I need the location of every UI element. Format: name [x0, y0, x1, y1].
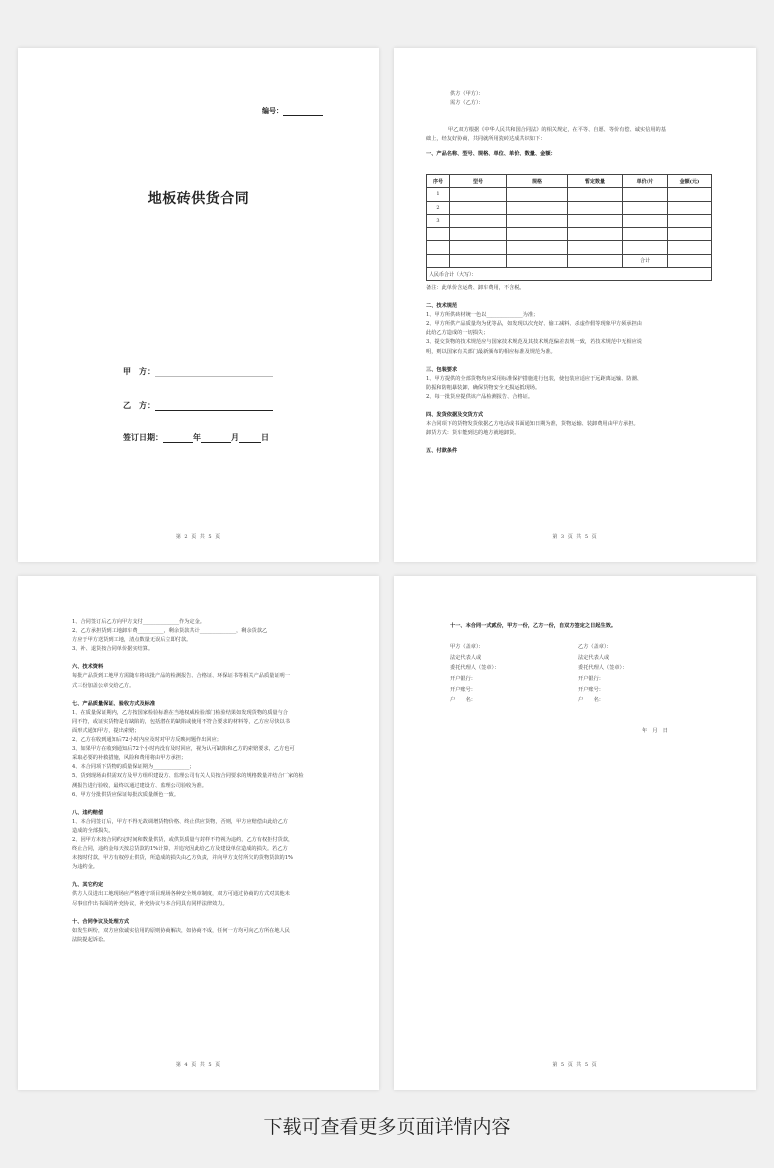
intro-paragraph: 甲乙双方根据《中华人民共和国合同法》的相关规定，在平等、自愿、等价有偿、诚实信用的基 础上，经友好协商，共同就所用瓷砖达成共识如下： 一、产品名称、型号、规格、单位、单价、数量、金额： [426, 126, 726, 159]
table-row: 2 [427, 201, 712, 214]
party-a-signature-block: 甲方（盖章）： 法定代表人或 委托代理人（签章）： 开户银行： 开户账号： 户 名： [450, 644, 500, 704]
contract-page-3 [18, 576, 379, 1090]
party-a-line [155, 368, 273, 377]
product-table [426, 174, 712, 281]
section-heading: 十、合同争议及处理方式 [72, 918, 130, 925]
contract-signature-page [394, 576, 756, 1090]
party-b-signature-block: 乙方（盖章）： 法定代表人或 委托代理人（签章）： 开户银行： 开户账号： 户 名： [578, 644, 628, 704]
table-row [427, 241, 712, 254]
number-underline [283, 109, 323, 116]
table-row: 3 [427, 214, 712, 227]
table-row: 1 [427, 188, 712, 201]
page-number: 第 3 页 共 5 页 [552, 534, 598, 540]
effective-clause: 十一、本合同一式贰份，甲方一份，乙方一份，自双方签定之日起生效。 [450, 623, 617, 629]
sign-date-row: 签订日期： 年 月 日 [123, 432, 269, 442]
page-number: 第 2 页 共 5 页 [175, 534, 222, 540]
table-header-row: 序号 型号 规格 暂定数量 单价/片 金额(元) [427, 175, 712, 188]
parties-block: 供方（甲方）： 需方（乙方）： [450, 91, 484, 107]
terms-body: 1、合同签订后乙方向甲方支付______________作为定金。 2、乙方承担货到工地卸车费__________，剩余货款共计______________，剩余货款乙 方应于甲方送货到工地，清点数量无误后立即付款。 3、补、退货按合同单价据实结算。 六、技术资料 每批产品货到工地甲方需随车将该批产品的检测报告、合格证、环保证书等相关产品质量证明一 式三份加盖公章交给乙方。 七、产品质量保证、验收方式及标准 1、在质量保证期内，乙方按国家检验标准在当地权威检验部门检验结果如发现货物的质量与合 同不符，或证实货物是有缺陷的，包括潜在的缺陷或使用不符合要求的材料等，乙方应尽快以书 面形式通知甲方，提出索赔； 2、乙方在收到通知后72小时内应及时对甲方反映问题作出回应； 3、如果甲方在收到通知后72个小时内没有及时回应，视为认可缺陷和乙方的索赔要求，乙方也可 采取必要的补救措施，风险和费用将由甲方承担； 4、本合同项下货物的质量保证期为______________； 5、货到现场由供需双方及甲方组织建设方、监理公司有关人员按合同要求的规格数量并结合厂家的检 测报告进行验收，最终以通过建设方、监理公司验收为准。 6、甲方分批供货应保证每批次质量颜色一致。 八、违约赔偿 1、本合同签订后，甲方不得无故调增货物价格、终止供应货物，否则，甲方应赔偿由此给乙方 造成的全部损失。 2、因甲方未按合同约定时间和数量供货，或供货质量与封样不符视为违约，乙方有权拒付货款， 终止合同，违约金每天按总货款的1%计算，并追究因此给乙方及建设单位造成的损失。若乙方 未按时付款，甲方有权停止供货，所造成的损失由乙方负责，并向甲方支付所欠的货物货款的1% 为违约金。 九、其它约定 供方人员进出工地现场应严格遵守项目现场各种安全规章制度，双方可通过协商的方式对其他未 尽事宜作出书面的补充协议，补充协议与本合同具有同样法律效力。 十、合同争议及处理方式 如发生纠纷，双方应依诚实信用的原则协商解决，如协商不成，任何一方均可向乙方所在地人民 法院提起诉讼。 [72, 618, 334, 945]
contract-cover-page [18, 48, 379, 562]
contract-page-2 [394, 48, 756, 562]
table-row [427, 228, 712, 241]
download-prompt: 下载可查看更多页面详情内容 [263, 1116, 511, 1138]
product-table-wrap [426, 174, 712, 281]
contract-title: 地板砖供货合同 [147, 191, 250, 207]
page-number: 第 5 页 共 5 页 [552, 1062, 598, 1068]
page-number: 第 4 页 共 5 页 [175, 1062, 222, 1068]
party-b-row: 乙 方： [123, 400, 273, 411]
table-total-row: 人民币合计（大写）： [427, 268, 712, 281]
section-heading: 三、包装要求 [426, 366, 458, 373]
section-heading: 八、违约赔偿 [72, 809, 104, 816]
section-heading: 二、技术规范 [426, 303, 458, 310]
party-a-row: 甲 方： [123, 366, 273, 377]
contract-number-field: 编号： [262, 106, 323, 116]
table-subtotal-row: 合计 [427, 254, 712, 267]
section-heading: 七、产品质量保证、验收方式及标准 [72, 700, 156, 707]
section-heading: 九、其它约定 [72, 882, 104, 889]
signature-date: 年 月 日 [642, 728, 668, 734]
section-heading: 五、付款条件 [426, 448, 458, 455]
terms-body: 备注：此单价含运费、卸车费用，不含税。 二、技术规范 1、甲方所供砖材统一色以______________为准； 2、甲方所供产品质量均为优等品，如发现以次充好、偷工减料、杀虚作假等现象甲方须承担由 此给乙方造成的一切损失； 3、提交货物的技术规范应与国家技术规范及其技术规范偏差表规一致，若技术规范中无相应说 明，则以国家有关部门最新颁布的相应标准及规范为准。 三、包装要求 1、甲方提供的全部货物均应采用标准保护措施进行包装，使包装应适应于远距离运输、防潮、 防振和防粗暴装卸，确保货物安全无损运抵现场。 2、每一批货应提供该产品检测报告、合格证。 四、发货依据及交货方式 本合同项下的货物发货依据乙方电话或书面通知日期为准，货物运输、装卸费用由甲方承担。 卸货方式：货车能到达的地方就地卸货。 五、付款条件 [426, 284, 726, 456]
section-heading: 六、技术资料 [72, 664, 104, 671]
section-heading: 四、发货依据及交货方式 [426, 412, 484, 419]
section-heading: 一、产品名称、型号、规格、单位、单价、数量、金额： [426, 151, 556, 158]
party-b-line [155, 402, 273, 411]
